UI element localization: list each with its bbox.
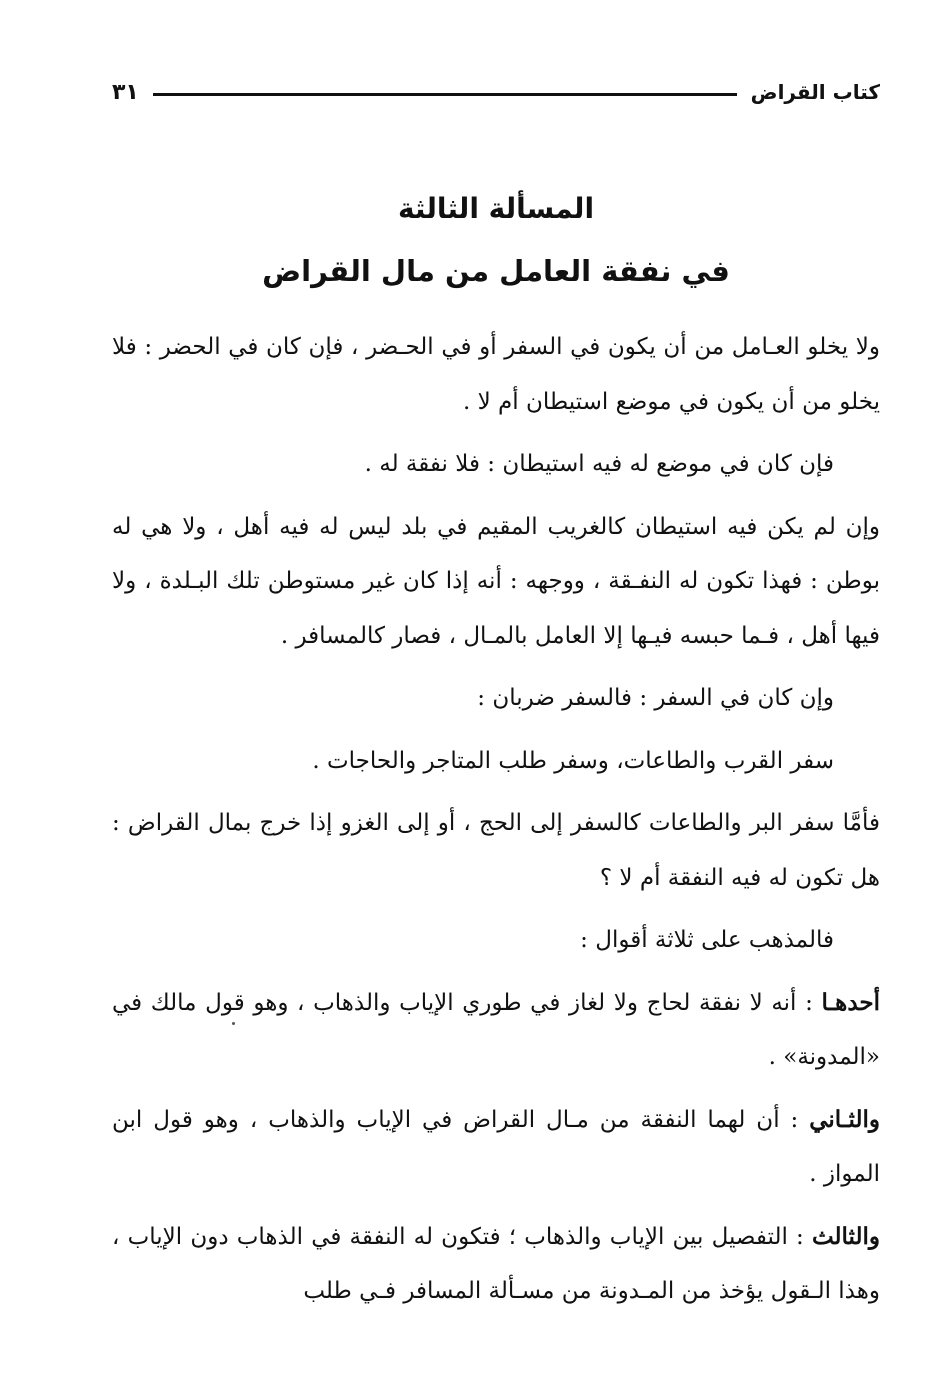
paragraph-text: : أنه لا نفقة لحاج ولا لغاز في طوري الإياب والذهاب ، وهو قول مالك في «المدونة» . bbox=[112, 989, 880, 1070]
paragraph bbox=[112, 500, 880, 664]
paragraph bbox=[112, 1210, 880, 1319]
header-rule bbox=[153, 93, 737, 96]
issue-heading: المسألة الثالثة bbox=[397, 192, 595, 225]
paragraph-text: وإن كان في السفر : فالسفر ضربان : bbox=[477, 685, 834, 711]
paragraph bbox=[112, 734, 880, 789]
paragraph bbox=[112, 320, 880, 429]
paragraph bbox=[112, 437, 880, 492]
paragraph-text: : أن لهما النفقة من مـال القراض في الإياب والذهاب ، وهو قول ابن المواز . bbox=[112, 1106, 880, 1187]
paragraph-text: وإن لم يكن فيه استيطان كالغريب المقيم في بلد ليس له فيه أهل ، ولا هي له بوطن : فهذا تكون له النفـقة ، ووجهه : أنه إذا كان غير مستوطن تلك البـلدة ، ولا فيها أهل ، فـما حبسه فيـها إلا العامل بالمـال ، فصار كالمسافر . bbox=[112, 513, 880, 649]
paragraph-text: فالمذهب على ثلاثة أقوال : bbox=[580, 927, 834, 953]
paragraph bbox=[112, 796, 880, 905]
paragraph bbox=[112, 1093, 880, 1202]
paragraph-text: ولا يخلو العـامل من أن يكون في السفر أو في الحـضر ، فإن كان في الحضر : فلا يخلو من أن يكون في موضع استيطان أم لا . bbox=[112, 334, 880, 415]
paragraph bbox=[112, 976, 880, 1085]
running-title: كتاب القراض bbox=[750, 80, 880, 104]
page-number: ٣١ bbox=[112, 79, 139, 105]
paragraph bbox=[112, 671, 880, 726]
topic-heading: في نفقة العامل من مال القراض bbox=[262, 254, 730, 288]
paragraph-text: فأمَّا سفر البر والطاعات كالسفر إلى الحج ، أو إلى الغزو إذا خرج بمال القراض : هل تكون له فيه النفقة أم لا ؟ bbox=[112, 810, 880, 891]
opinion-term: والثالث bbox=[811, 1222, 880, 1250]
paragraph bbox=[112, 913, 880, 968]
paragraph-text: فإن كان في موضع له فيه استيطان : فلا نفقة له . bbox=[364, 451, 834, 477]
opinion-term: أحدهـا bbox=[821, 988, 880, 1016]
body-text bbox=[112, 320, 880, 1327]
scan-speck bbox=[232, 1022, 235, 1025]
opinion-term: والثـاني bbox=[809, 1105, 880, 1133]
paragraph-text: : التفصيل بين الإياب والذهاب ؛ فتكون له النفقة في الذهاب دون الإياب ، وهذا الـقول يؤخذ من المـدونة من مسـألة المسافر فـي طلب bbox=[112, 1223, 880, 1304]
page-header bbox=[112, 72, 880, 112]
paragraph-text: سفر القرب والطاعات، وسفر طلب المتاجر والحاجات . bbox=[312, 747, 834, 774]
